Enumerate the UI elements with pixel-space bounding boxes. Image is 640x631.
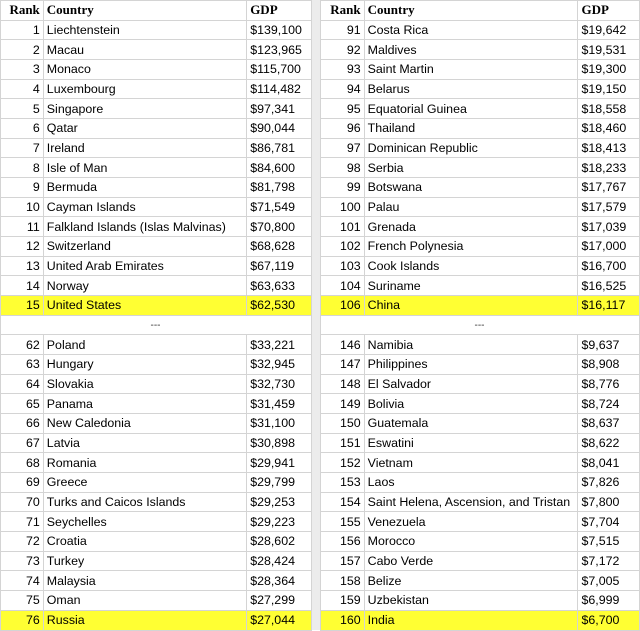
country-cell: Laos [364, 473, 578, 493]
country-cell: China [364, 296, 578, 316]
column-gutter [312, 0, 320, 630]
country-cell: Singapore [43, 99, 246, 119]
separator: --- [321, 315, 640, 335]
table-row [321, 512, 640, 532]
rank-cell: 99 [321, 178, 365, 198]
country-cell: Croatia [43, 532, 246, 552]
gdp-cell: $84,600 [247, 158, 312, 178]
gdp-cell: $29,253 [247, 492, 312, 512]
gdp-cell: $19,531 [578, 40, 640, 60]
table-row [1, 335, 312, 355]
table-row [1, 571, 312, 591]
separator-row [1, 315, 312, 335]
rank-cell: 147 [321, 355, 365, 375]
rank-cell: 13 [1, 256, 44, 276]
rank-cell: 152 [321, 453, 365, 473]
gdp-cell: $68,628 [247, 237, 312, 257]
table-row [321, 433, 640, 453]
rank-cell: 65 [1, 394, 44, 414]
rank-cell: 15 [1, 296, 44, 316]
country-cell: Venezuela [364, 512, 578, 532]
rank-header: Rank [1, 1, 44, 21]
rank-cell: 101 [321, 217, 365, 237]
highlighted-table-row [321, 296, 640, 316]
gdp-cell: $32,945 [247, 355, 312, 375]
gdp-cell: $33,221 [247, 335, 312, 355]
country-cell: Costa Rica [364, 20, 578, 40]
country-cell: Guatemala [364, 414, 578, 434]
gdp-cell: $18,233 [578, 158, 640, 178]
table-row [1, 394, 312, 414]
table-row [321, 119, 640, 139]
rank-cell: 70 [1, 492, 44, 512]
country-cell: Oman [43, 591, 246, 611]
rank-cell: 71 [1, 512, 44, 532]
table-row [1, 99, 312, 119]
rank-cell: 151 [321, 433, 365, 453]
table-row [321, 40, 640, 60]
gdp-cell: $71,549 [247, 197, 312, 217]
country-cell: Cook Islands [364, 256, 578, 276]
gdp-cell: $27,299 [247, 591, 312, 611]
rank-cell: 73 [1, 551, 44, 571]
gdp-cell: $97,341 [247, 99, 312, 119]
gdp-cell: $6,700 [578, 610, 640, 630]
gdp-cell: $63,633 [247, 276, 312, 296]
country-cell: Liechtenstein [43, 20, 246, 40]
rank-cell: 64 [1, 374, 44, 394]
gdp-cell: $7,826 [578, 473, 640, 493]
right-table-panel [320, 0, 640, 630]
table-row [321, 551, 640, 571]
country-cell: Grenada [364, 217, 578, 237]
table-row [1, 355, 312, 375]
table-row [1, 158, 312, 178]
country-cell: Turks and Caicos Islands [43, 492, 246, 512]
rank-cell: 94 [321, 79, 365, 99]
country-cell: Thailand [364, 119, 578, 139]
highlighted-table-row [321, 610, 640, 630]
rank-cell: 69 [1, 473, 44, 493]
country-cell: Philippines [364, 355, 578, 375]
gdp-cell: $17,767 [578, 178, 640, 198]
gdp-cell: $8,622 [578, 433, 640, 453]
country-cell: Greece [43, 473, 246, 493]
gdp-cell: $17,000 [578, 237, 640, 257]
gdp-cell: $28,424 [247, 551, 312, 571]
gdp-cell: $31,459 [247, 394, 312, 414]
header-row [321, 1, 640, 21]
rank-cell: 3 [1, 60, 44, 80]
rank-cell: 66 [1, 414, 44, 434]
table-row [321, 473, 640, 493]
left-table-panel [0, 0, 312, 630]
rank-cell: 68 [1, 453, 44, 473]
gdp-cell: $7,515 [578, 532, 640, 552]
gdp-cell: $8,041 [578, 453, 640, 473]
rank-cell: 5 [1, 99, 44, 119]
country-cell: United States [43, 296, 246, 316]
gdp-cell: $19,150 [578, 79, 640, 99]
country-cell: Belize [364, 571, 578, 591]
country-cell: Uzbekistan [364, 591, 578, 611]
table-row [321, 453, 640, 473]
table-row [321, 355, 640, 375]
rank-cell: 75 [1, 591, 44, 611]
table-row [1, 414, 312, 434]
rank-cell: 9 [1, 178, 44, 198]
rank-cell: 11 [1, 217, 44, 237]
gdp-cell: $90,044 [247, 119, 312, 139]
table-row [1, 60, 312, 80]
country-cell: Panama [43, 394, 246, 414]
gdp-cell: $29,223 [247, 512, 312, 532]
country-cell: Switzerland [43, 237, 246, 257]
table-row [1, 40, 312, 60]
gdp-cell: $29,799 [247, 473, 312, 493]
rank-cell: 154 [321, 492, 365, 512]
gdp-cell: $31,100 [247, 414, 312, 434]
table-row [321, 60, 640, 80]
rank-cell: 63 [1, 355, 44, 375]
gdp-cell: $62,530 [247, 296, 312, 316]
rank-cell: 4 [1, 79, 44, 99]
rank-cell: 12 [1, 237, 44, 257]
country-cell: Belarus [364, 79, 578, 99]
table-row [1, 551, 312, 571]
table-row [321, 276, 640, 296]
country-cell: Malaysia [43, 571, 246, 591]
country-cell: Monaco [43, 60, 246, 80]
rank-cell: 92 [321, 40, 365, 60]
table-row [1, 532, 312, 552]
table-row [1, 119, 312, 139]
table-row [321, 492, 640, 512]
country-cell: Slovakia [43, 374, 246, 394]
gdp-cell: $67,119 [247, 256, 312, 276]
rank-cell: 150 [321, 414, 365, 434]
separator-row [321, 315, 640, 335]
gdp-cell: $8,908 [578, 355, 640, 375]
table-row [321, 79, 640, 99]
country-cell: Equatorial Guinea [364, 99, 578, 119]
gdp-table-right [320, 0, 640, 631]
table-row [321, 256, 640, 276]
rank-cell: 97 [321, 138, 365, 158]
separator: --- [1, 315, 312, 335]
country-cell: Dominican Republic [364, 138, 578, 158]
country-cell: Romania [43, 453, 246, 473]
rank-cell: 14 [1, 276, 44, 296]
table-row [1, 591, 312, 611]
table-row [1, 20, 312, 40]
rank-cell: 148 [321, 374, 365, 394]
country-cell: Botswana [364, 178, 578, 198]
table-row [1, 217, 312, 237]
table-row [321, 532, 640, 552]
rank-cell: 103 [321, 256, 365, 276]
gdp-cell: $81,798 [247, 178, 312, 198]
gdp-cell: $28,602 [247, 532, 312, 552]
country-cell: Seychelles [43, 512, 246, 532]
country-cell: Latvia [43, 433, 246, 453]
table-row [1, 256, 312, 276]
gdp-cell: $29,941 [247, 453, 312, 473]
country-cell: Cayman Islands [43, 197, 246, 217]
table-row [1, 492, 312, 512]
rank-cell: 76 [1, 610, 44, 630]
table-row [1, 473, 312, 493]
country-header: Country [364, 1, 578, 21]
gdp-cell: $7,172 [578, 551, 640, 571]
country-cell: Luxembourg [43, 79, 246, 99]
gdp-cell: $8,724 [578, 394, 640, 414]
country-cell: Namibia [364, 335, 578, 355]
country-cell: India [364, 610, 578, 630]
rank-cell: 10 [1, 197, 44, 217]
gdp-cell: $7,800 [578, 492, 640, 512]
rank-cell: 106 [321, 296, 365, 316]
table-row [1, 512, 312, 532]
table-row [1, 178, 312, 198]
rank-header: Rank [321, 1, 365, 21]
table-row [1, 79, 312, 99]
gdp-header: GDP [578, 1, 640, 21]
rank-cell: 1 [1, 20, 44, 40]
table-row [1, 276, 312, 296]
table-row [321, 99, 640, 119]
gdp-cell: $8,776 [578, 374, 640, 394]
gdp-cell: $18,460 [578, 119, 640, 139]
gdp-cell: $19,642 [578, 20, 640, 40]
country-cell: Hungary [43, 355, 246, 375]
gdp-cell: $115,700 [247, 60, 312, 80]
rank-cell: 72 [1, 532, 44, 552]
gdp-header: GDP [247, 1, 312, 21]
table-row [321, 237, 640, 257]
table-row [321, 138, 640, 158]
rank-cell: 74 [1, 571, 44, 591]
table-row [321, 20, 640, 40]
gdp-cell: $18,558 [578, 99, 640, 119]
gdp-cell: $16,117 [578, 296, 640, 316]
gdp-cell: $8,637 [578, 414, 640, 434]
gdp-cell: $27,044 [247, 610, 312, 630]
gdp-cell: $16,700 [578, 256, 640, 276]
gdp-cell: $123,965 [247, 40, 312, 60]
rank-cell: 153 [321, 473, 365, 493]
gdp-cell: $28,364 [247, 571, 312, 591]
table-row [321, 217, 640, 237]
country-cell: Saint Martin [364, 60, 578, 80]
country-cell: Russia [43, 610, 246, 630]
gdp-cell: $32,730 [247, 374, 312, 394]
table-row [321, 178, 640, 198]
gdp-cell: $30,898 [247, 433, 312, 453]
country-cell: Isle of Man [43, 158, 246, 178]
rank-cell: 160 [321, 610, 365, 630]
gdp-cell: $19,300 [578, 60, 640, 80]
country-cell: Eswatini [364, 433, 578, 453]
rank-cell: 62 [1, 335, 44, 355]
rank-cell: 157 [321, 551, 365, 571]
rank-cell: 95 [321, 99, 365, 119]
country-cell: El Salvador [364, 374, 578, 394]
gdp-cell: $114,482 [247, 79, 312, 99]
country-cell: Falkland Islands (Islas Malvinas) [43, 217, 246, 237]
rank-cell: 156 [321, 532, 365, 552]
highlighted-table-row [1, 610, 312, 630]
gdp-cell: $16,525 [578, 276, 640, 296]
gdp-cell: $17,039 [578, 217, 640, 237]
table-row [321, 197, 640, 217]
rank-cell: 2 [1, 40, 44, 60]
rank-cell: 93 [321, 60, 365, 80]
table-row [1, 453, 312, 473]
table-row [321, 374, 640, 394]
country-header: Country [43, 1, 246, 21]
country-cell: Norway [43, 276, 246, 296]
table-row [321, 158, 640, 178]
country-cell: United Arab Emirates [43, 256, 246, 276]
table-row [321, 335, 640, 355]
rank-cell: 8 [1, 158, 44, 178]
country-cell: New Caledonia [43, 414, 246, 434]
country-cell: Ireland [43, 138, 246, 158]
gdp-cell: $6,999 [578, 591, 640, 611]
country-cell: Suriname [364, 276, 578, 296]
rank-cell: 158 [321, 571, 365, 591]
country-cell: Palau [364, 197, 578, 217]
rank-cell: 102 [321, 237, 365, 257]
rank-cell: 146 [321, 335, 365, 355]
rank-cell: 91 [321, 20, 365, 40]
country-cell: Macau [43, 40, 246, 60]
country-cell: Maldives [364, 40, 578, 60]
gdp-table-left [0, 0, 312, 631]
table-row [1, 237, 312, 257]
country-cell: Morocco [364, 532, 578, 552]
rank-cell: 7 [1, 138, 44, 158]
rank-cell: 98 [321, 158, 365, 178]
country-cell: Poland [43, 335, 246, 355]
table-row [321, 394, 640, 414]
table-row [1, 197, 312, 217]
highlighted-table-row [1, 296, 312, 316]
country-cell: Turkey [43, 551, 246, 571]
country-cell: Bermuda [43, 178, 246, 198]
country-cell: Cabo Verde [364, 551, 578, 571]
gdp-cell: $7,704 [578, 512, 640, 532]
table-row [1, 138, 312, 158]
gdp-cell: $70,800 [247, 217, 312, 237]
header-row [1, 1, 312, 21]
rank-cell: 155 [321, 512, 365, 532]
rank-cell: 100 [321, 197, 365, 217]
country-cell: Qatar [43, 119, 246, 139]
rank-cell: 104 [321, 276, 365, 296]
country-cell: Serbia [364, 158, 578, 178]
country-cell: Vietnam [364, 453, 578, 473]
country-cell: French Polynesia [364, 237, 578, 257]
rank-cell: 159 [321, 591, 365, 611]
rank-cell: 67 [1, 433, 44, 453]
gdp-cell: $18,413 [578, 138, 640, 158]
rank-cell: 6 [1, 119, 44, 139]
gdp-cell: $17,579 [578, 197, 640, 217]
gdp-cell: $86,781 [247, 138, 312, 158]
table-row [321, 591, 640, 611]
gdp-cell: $7,005 [578, 571, 640, 591]
table-row [1, 374, 312, 394]
table-row [1, 433, 312, 453]
country-cell: Bolivia [364, 394, 578, 414]
gdp-cell: $139,100 [247, 20, 312, 40]
rank-cell: 96 [321, 119, 365, 139]
country-cell: Saint Helena, Ascension, and Tristan [364, 492, 578, 512]
rank-cell: 149 [321, 394, 365, 414]
table-row [321, 571, 640, 591]
table-row [321, 414, 640, 434]
gdp-cell: $9,637 [578, 335, 640, 355]
